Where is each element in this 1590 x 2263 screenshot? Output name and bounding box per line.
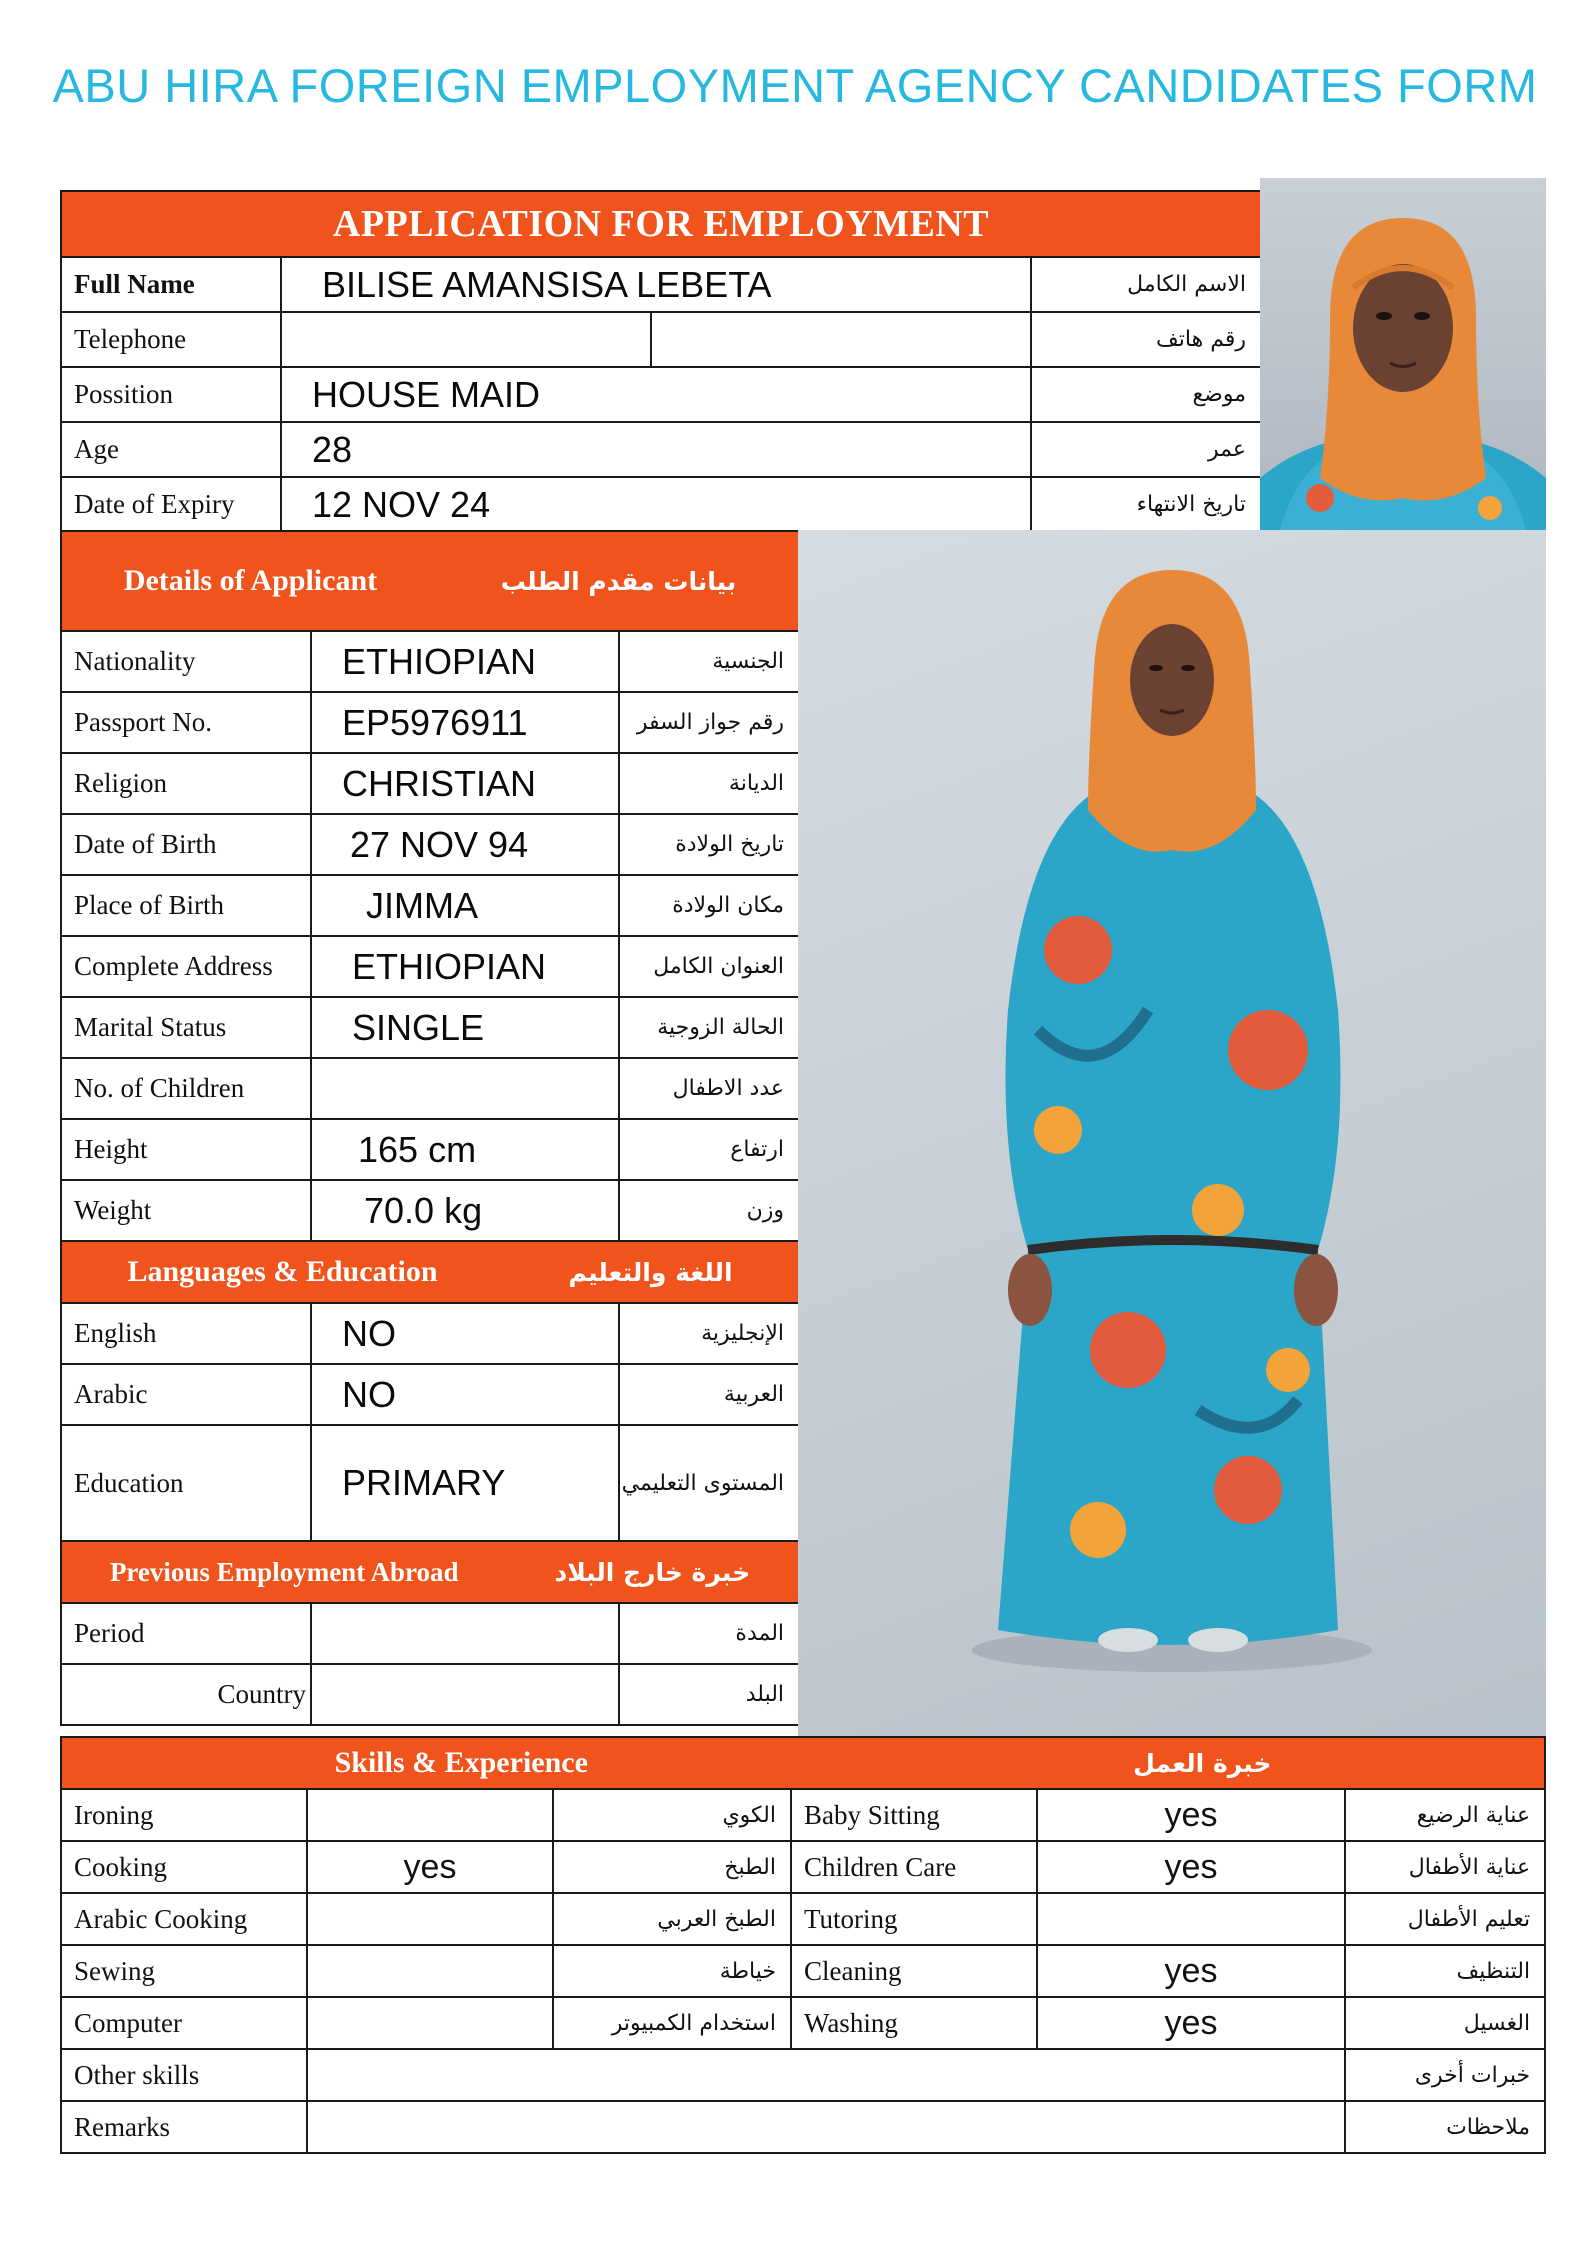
fullname-label: Full Name [61,257,281,312]
page-title: ABU HIRA FOREIGN EMPLOYMENT AGENCY CANDIDATES FORM [52,59,1538,112]
country-label: Country [61,1664,311,1725]
baby-sitting-label-ar: عناية الرضيع [1345,1789,1545,1841]
passport-label: Passport No. [61,692,311,753]
detail-row [61,814,799,875]
other-skills-value [307,2049,1345,2101]
marital-value: SINGLE [311,997,619,1058]
computer-value [307,1997,553,2049]
religion-value: CHRISTIAN [311,753,619,814]
children-care-label-ar: عناية الأطفال [1345,1841,1545,1893]
cooking-label: Cooking [61,1841,307,1893]
period-label: Period [61,1603,311,1664]
expiry-value: 12 NOV 24 [281,477,1031,532]
other-skills-row [61,2049,1545,2101]
languages-header-label: Languages & Education [127,1255,438,1288]
telephone-label-ar: رقم هاتف [1031,312,1261,367]
detail-row [61,1058,799,1119]
telephone-value [281,312,651,367]
remarks-value [307,2101,1345,2153]
skills-table [60,1736,1546,2154]
fullname-row [61,257,1261,312]
telephone-row [61,312,1261,367]
arabic-cooking-value [307,1893,553,1945]
weight-value: 70.0 kg [311,1180,619,1241]
children-value [311,1058,619,1119]
children-care-label: Children Care [791,1841,1037,1893]
nationality-label-ar: الجنسية [619,631,799,692]
details-header-label: Details of Applicant [123,564,378,597]
detail-row [61,753,799,814]
previous-header-label: Previous Employment Abroad [109,1556,459,1587]
computer-label: Computer [61,1997,307,2049]
arabic-label-ar: العربية [619,1364,799,1425]
arabic-value: NO [311,1364,619,1425]
position-label-ar: موضع [1031,367,1261,422]
tutoring-label-ar: تعليم الأطفال [1345,1893,1545,1945]
education-label-ar: المستوى التعليمي [619,1425,799,1541]
height-label-ar: ارتفاع [619,1119,799,1180]
detail-row [61,875,799,936]
dob-label: Date of Birth [61,814,311,875]
previous-header-label-ar: خبرة خارج البلاد [554,1557,751,1587]
period-label-ar: المدة [619,1603,799,1664]
sewing-label: Sewing [61,1945,307,1997]
application-header: APPLICATION FOR EMPLOYMENT [61,191,1261,257]
pob-label: Place of Birth [61,875,311,936]
detail-row [61,1180,799,1241]
washing-label-ar: الغسيل [1345,1997,1545,2049]
address-value: ETHIOPIAN [311,936,619,997]
skill-row [61,1893,1545,1945]
english-label-ar: الإنجليزية [619,1303,799,1364]
portrait-illustration [1260,178,1546,530]
detail-row [61,631,799,692]
detail-row [61,1119,799,1180]
details-header-label-ar: بيانات مقدم الطلب [500,566,737,596]
cleaning-label-ar: التنظيف [1345,1945,1545,1997]
dob-value: 27 NOV 94 [311,814,619,875]
cleaning-label: Cleaning [791,1945,1037,1997]
detail-row [61,936,799,997]
cooking-label-ar: الطبخ [553,1841,791,1893]
washing-label: Washing [791,1997,1037,2049]
skills-header-label-ar: خبرة العمل [1133,1748,1272,1778]
age-label-ar: عمر [1031,422,1261,477]
position-row [61,367,1261,422]
tutoring-value [1037,1893,1345,1945]
expiry-row [61,477,1261,532]
address-label: Complete Address [61,936,311,997]
sewing-label-ar: خياطة [553,1945,791,1997]
position-label: Possition [61,367,281,422]
religion-label-ar: الديانة [619,753,799,814]
language-row [61,1364,799,1425]
skill-row [61,1789,1545,1841]
sewing-value [307,1945,553,1997]
application-table [60,190,1262,533]
nationality-value: ETHIOPIAN [311,631,619,692]
remarks-label: Remarks [61,2101,307,2153]
remarks-label-ar: ملاحظات [1345,2101,1545,2153]
education-label: Education [61,1425,311,1541]
skills-header-label: Skills & Experience [334,1746,588,1779]
age-row [61,422,1261,477]
skill-row [61,1841,1545,1893]
tutoring-label: Tutoring [791,1893,1037,1945]
expiry-label-ar: تاريخ الانتهاء [1031,477,1261,532]
country-value [311,1664,619,1725]
full-body-photo [798,530,1546,1736]
baby-sitting-label: Baby Sitting [791,1789,1037,1841]
period-value [311,1603,619,1664]
age-label: Age [61,422,281,477]
cooking-value: yes [307,1841,553,1893]
ironing-label: Ironing [61,1789,307,1841]
previous-row [61,1603,799,1664]
arabic-label: Arabic [61,1364,311,1425]
fullname-value: BILISE AMANSISA LEBETA [281,257,1031,312]
detail-row [61,692,799,753]
washing-value: yes [1037,1997,1345,2049]
children-label: No. of Children [61,1058,311,1119]
languages-header [61,1241,799,1303]
details-table [60,530,800,1726]
languages-header-label-ar: اللغة والتعليم [568,1257,733,1287]
height-label: Height [61,1119,311,1180]
dob-label-ar: تاريخ الولادة [619,814,799,875]
marital-label-ar: الحالة الزوجية [619,997,799,1058]
details-header [61,531,799,631]
pob-label-ar: مكان الولادة [619,875,799,936]
address-label-ar: العنوان الكامل [619,936,799,997]
arabic-cooking-label: Arabic Cooking [61,1893,307,1945]
children-care-value: yes [1037,1841,1345,1893]
previous-employment-header [61,1541,799,1603]
marital-label: Marital Status [61,997,311,1058]
ironing-value [307,1789,553,1841]
nationality-label: Nationality [61,631,311,692]
skill-row [61,1945,1545,1997]
remarks-row [61,2101,1545,2153]
passport-label-ar: رقم جواز السفر [619,692,799,753]
weight-label: Weight [61,1180,311,1241]
english-label: English [61,1303,311,1364]
height-value: 165 cm [311,1119,619,1180]
computer-label-ar: استخدام الكمبيوتر [553,1997,791,2049]
language-row [61,1303,799,1364]
previous-row [61,1664,799,1725]
english-value: NO [311,1303,619,1364]
telephone-label: Telephone [61,312,281,367]
expiry-label: Date of Expiry [61,477,281,532]
religion-label: Religion [61,753,311,814]
education-value: PRIMARY [311,1425,619,1541]
ironing-label-ar: الكوي [553,1789,791,1841]
full-body-illustration [798,530,1546,1736]
age-value: 28 [281,422,1031,477]
country-label-ar: البلد [619,1664,799,1725]
arabic-cooking-label-ar: الطبخ العربي [553,1893,791,1945]
fullname-label-ar: الاسم الكامل [1031,257,1261,312]
other-skills-label-ar: خبرات أخرى [1345,2049,1545,2101]
education-row [61,1425,799,1541]
detail-row [61,997,799,1058]
cleaning-value: yes [1037,1945,1345,1997]
weight-label-ar: وزن [619,1180,799,1241]
portrait-photo [1260,178,1546,530]
other-skills-label: Other skills [61,2049,307,2101]
skills-header [61,1737,1545,1789]
position-value: HOUSE MAID [281,367,1031,422]
skill-row [61,1997,1545,2049]
telephone-value-2 [651,312,1031,367]
passport-value: EP5976911 [311,692,619,753]
children-label-ar: عدد الاطفال [619,1058,799,1119]
pob-value: JIMMA [311,875,619,936]
baby-sitting-value: yes [1037,1789,1345,1841]
